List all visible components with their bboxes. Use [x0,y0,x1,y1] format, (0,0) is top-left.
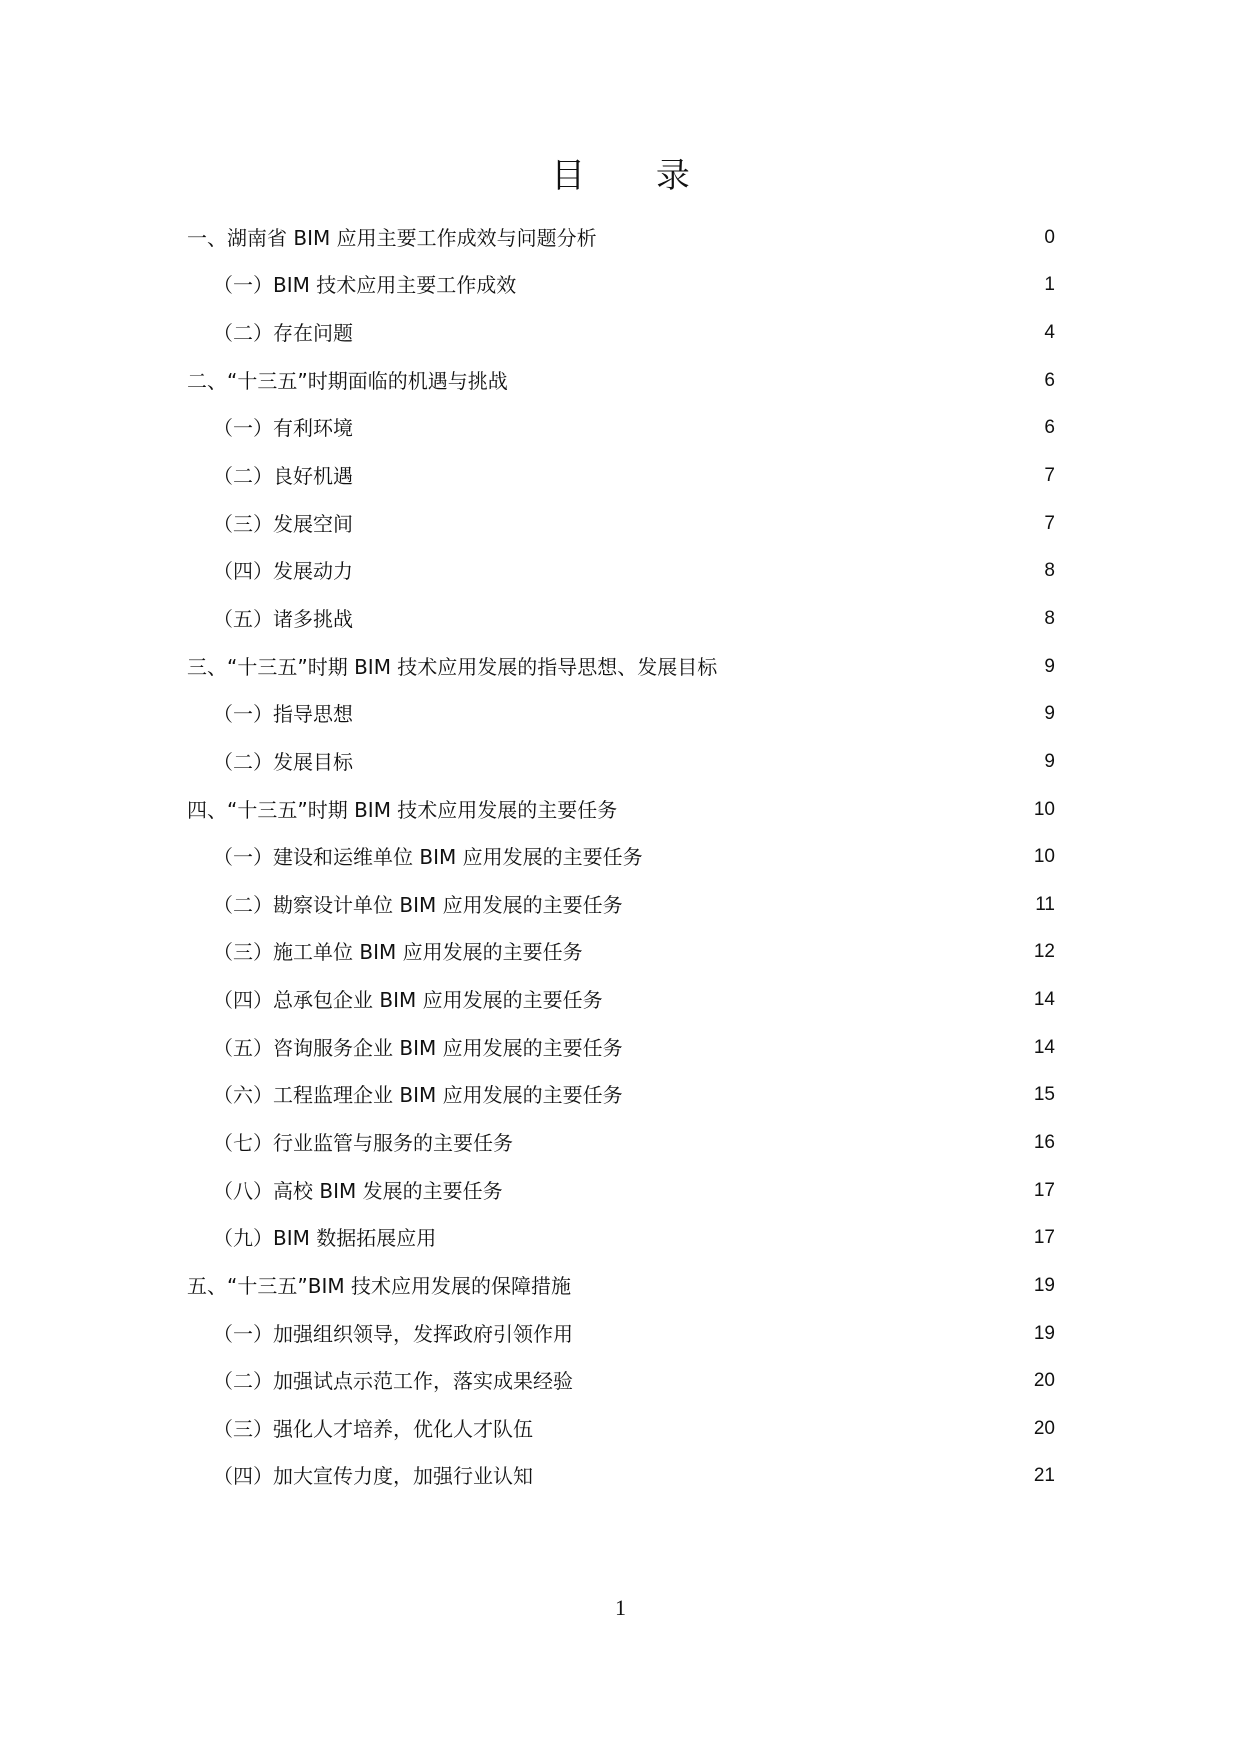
toc-entry-title: （一）建设和运维单位 BIM 应用发展的主要任务 [213,845,643,870]
toc-entry-page-number: 6 [1044,417,1055,439]
toc-section-entry[interactable] [187,738,1055,786]
dot-leader [519,1129,1031,1157]
toc-entry-title: （四）发展动力 [213,559,353,584]
toc-entry-page-number: 19 [1033,1322,1055,1344]
toc-entry-page-number: 8 [1044,560,1055,582]
toc-entry-title: 三、“十三五”时期 BIM 技术应用发展的指导思想、发展目标 [187,654,718,679]
toc-section-entry[interactable] [187,1357,1055,1405]
dot-leader [723,653,1041,681]
dot-leader [603,224,1042,252]
toc-entry-page-number: 8 [1044,607,1055,629]
dot-leader [649,843,1031,871]
dot-leader [359,510,1041,538]
toc-entry-title: （四）加大宣传力度，加强行业认知 [213,1464,533,1489]
toc-section-entry[interactable] [187,1119,1055,1167]
dot-leader [442,1224,1031,1252]
toc-entry-title: （三）施工单位 BIM 应用发展的主要任务 [213,940,583,965]
toc-entry-page-number: 20 [1033,1417,1055,1439]
toc-entry-page-number: 7 [1044,465,1055,487]
dot-leader [539,1415,1031,1443]
dot-leader [522,271,1041,299]
toc-section-entry[interactable] [187,976,1055,1024]
toc-entry-title: （五）诸多挑战 [213,606,353,631]
toc-entry-page-number: 17 [1033,1227,1055,1249]
toc-section-entry[interactable] [187,690,1055,738]
toc-entry-title: 五、“十三五”BIM 技术应用发展的保障措施 [187,1273,571,1298]
toc-entry-page-number: 16 [1033,1131,1055,1153]
toc-entry-page-number: 1 [1044,274,1055,296]
dot-leader [579,1367,1031,1395]
toc-entry-title: （四）总承包企业 BIM 应用发展的主要任务 [213,988,603,1013]
dot-leader [609,986,1031,1014]
toc-section-entry[interactable] [187,1405,1055,1453]
toc-chapter-entry[interactable] [187,1262,1055,1310]
toc-title: 目 录 [551,156,720,196]
toc-entry-title: （五）咨询服务企业 BIM 应用发展的主要任务 [213,1035,623,1060]
toc-entry-page-number: 17 [1033,1179,1055,1201]
dot-leader [359,557,1041,585]
toc-entry-title: 二、“十三五”时期面临的机遇与挑战 [187,368,508,393]
dot-leader [359,319,1041,347]
toc-entry-title: （八）高校 BIM 发展的主要任务 [213,1178,503,1203]
toc-entry-title: （一）指导思想 [213,702,353,727]
table-of-contents [187,214,1055,1500]
toc-entry-title: （二）存在问题 [213,321,353,346]
toc-entry-page-number: 19 [1033,1274,1055,1296]
toc-section-entry[interactable] [187,1453,1055,1501]
toc-entry-title: （三）发展空间 [213,511,353,536]
dot-leader [629,1081,1031,1109]
toc-entry-title: （一）加强组织领导，发挥政府引领作用 [213,1321,573,1346]
dot-leader [359,700,1041,728]
toc-entry-page-number: 21 [1033,1465,1055,1487]
toc-chapter-entry[interactable] [187,643,1055,691]
toc-entry-page-number: 10 [1033,846,1055,868]
toc-entry-page-number: 7 [1044,512,1055,534]
toc-entry-page-number: 20 [1033,1370,1055,1392]
toc-section-entry[interactable] [187,405,1055,453]
toc-section-entry[interactable] [187,452,1055,500]
toc-section-entry[interactable] [187,833,1055,881]
toc-section-entry[interactable] [187,1214,1055,1262]
toc-entry-title: （二）加强试点示范工作，落实成果经验 [213,1369,573,1394]
toc-entry-page-number: 0 [1044,226,1055,248]
toc-entry-title: （三）强化人才培养，优化人才队伍 [213,1416,533,1441]
toc-entry-page-number: 10 [1033,798,1055,820]
toc-section-entry[interactable] [187,1024,1055,1072]
toc-section-entry[interactable] [187,262,1055,310]
toc-entry-title: （七）行业监管与服务的主要任务 [213,1130,513,1155]
toc-entry-title: （一）有利环境 [213,416,353,441]
toc-chapter-entry[interactable] [187,357,1055,405]
toc-entry-page-number: 9 [1044,703,1055,725]
toc-chapter-entry[interactable] [187,786,1055,834]
toc-chapter-entry[interactable] [187,214,1055,262]
toc-entry-title: 四、“十三五”时期 BIM 技术应用发展的主要任务 [187,797,618,822]
toc-section-entry[interactable] [187,929,1055,977]
toc-section-entry[interactable] [187,500,1055,548]
toc-entry-page-number: 11 [1035,893,1055,915]
toc-entry-page-number: 14 [1033,1036,1055,1058]
toc-entry-title: （一）BIM 技术应用主要工作成效 [213,273,517,298]
dot-leader [359,462,1041,490]
toc-section-entry[interactable] [187,547,1055,595]
toc-entry-page-number: 14 [1033,989,1055,1011]
dot-leader [629,891,1033,919]
toc-entry-title: （二）勘察设计单位 BIM 应用发展的主要任务 [213,892,623,917]
toc-section-entry[interactable] [187,1167,1055,1215]
dot-leader [509,1177,1031,1205]
toc-entry-page-number: 6 [1044,369,1055,391]
toc-entry-page-number: 4 [1044,322,1055,344]
dot-leader [359,605,1041,633]
toc-entry-title: （二）良好机遇 [213,464,353,489]
toc-entry-title: （二）发展目标 [213,749,353,774]
toc-section-entry[interactable] [187,595,1055,643]
dot-leader [579,1320,1031,1348]
toc-entry-page-number: 9 [1044,750,1055,772]
toc-entry-title: （九）BIM 数据拓展应用 [213,1226,437,1251]
page-number: 1 [615,1595,626,1620]
dot-leader [577,1272,1031,1300]
toc-entry-title: （六）工程监理企业 BIM 应用发展的主要任务 [213,1083,623,1108]
toc-section-entry[interactable] [187,1072,1055,1120]
dot-leader [623,796,1031,824]
toc-section-entry[interactable] [187,881,1055,929]
dot-leader [629,1034,1031,1062]
dot-leader [539,1462,1031,1490]
toc-section-entry[interactable] [187,1310,1055,1358]
toc-entry-page-number: 12 [1033,941,1055,963]
toc-entry-page-number: 15 [1033,1084,1055,1106]
dot-leader [359,748,1041,776]
toc-entry-page-number: 9 [1044,655,1055,677]
dot-leader [514,367,1042,395]
toc-entry-title: 一、湖南省 BIM 应用主要工作成效与问题分析 [187,225,597,250]
dot-leader [359,414,1041,442]
dot-leader [589,938,1031,966]
toc-section-entry[interactable] [187,309,1055,357]
